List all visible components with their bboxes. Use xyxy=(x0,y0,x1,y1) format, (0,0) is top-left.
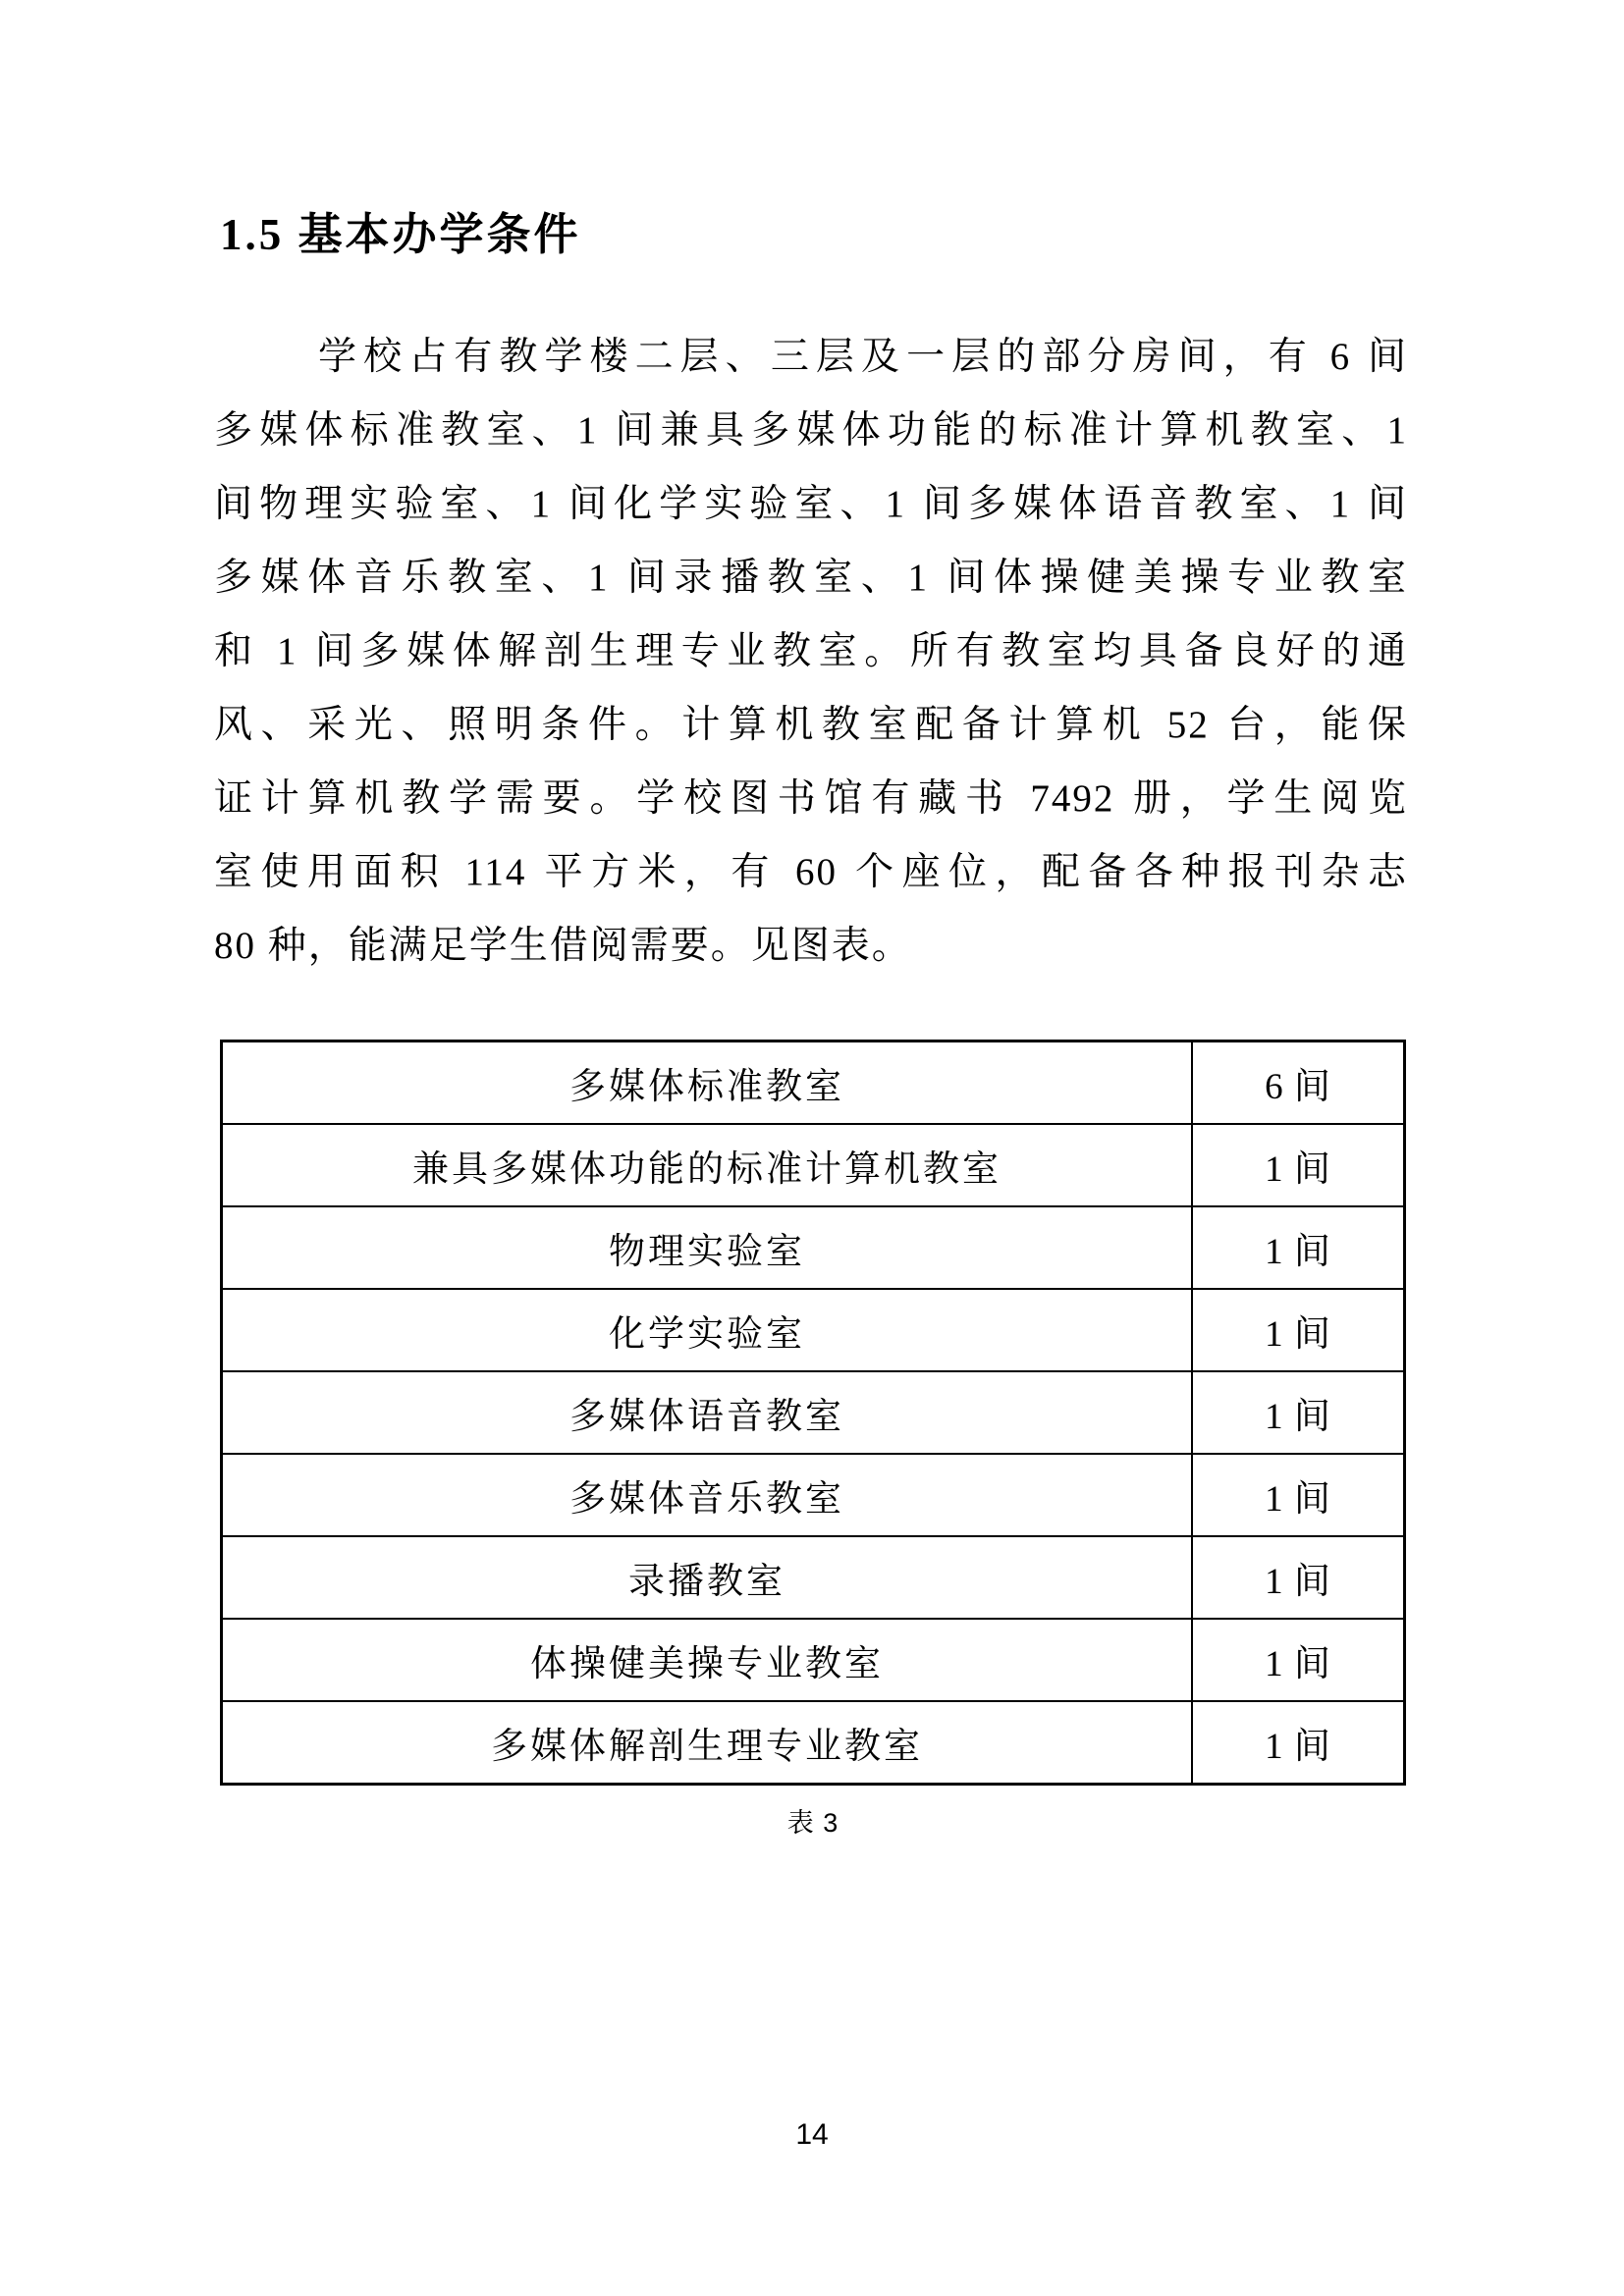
paragraph-line: 多媒体音乐教室、1 间录播教室、1 间体操健美操专业教室 xyxy=(214,557,1408,599)
table-caption: 表 3 xyxy=(786,1808,839,1838)
paragraph-line: 学校占有教学楼二层、三层及一层的部分房间，有 6 间 xyxy=(318,336,1408,378)
page-number: 14 xyxy=(795,2118,829,2151)
table-row xyxy=(222,1124,1405,1206)
facility-count-cell: 6 间 xyxy=(1192,1041,1405,1125)
section-heading: 1.5 基本办学条件 xyxy=(220,210,581,259)
paragraph-line: 风、采光、照明条件。计算机教室配备计算机 52 台，能保 xyxy=(214,704,1408,746)
facility-name-cell: 兼具多媒体功能的标准计算机教室 xyxy=(222,1124,1193,1206)
facility-name-cell: 多媒体语音教室 xyxy=(222,1371,1193,1454)
table-row xyxy=(222,1206,1405,1289)
facility-count-cell: 1 间 xyxy=(1192,1371,1405,1454)
facility-name-cell: 物理实验室 xyxy=(222,1206,1193,1289)
table-row xyxy=(222,1041,1405,1125)
facility-count-cell: 1 间 xyxy=(1192,1454,1405,1536)
facility-count-cell: 1 间 xyxy=(1192,1206,1405,1289)
facility-count-cell: 1 间 xyxy=(1192,1619,1405,1701)
paragraph-line: 间物理实验室、1 间化学实验室、1 间多媒体语音教室、1 间 xyxy=(214,483,1408,525)
facility-name-cell: 录播教室 xyxy=(222,1536,1193,1619)
paragraph-line: 和 1 间多媒体解剖生理专业教室。所有教室均具备良好的通 xyxy=(214,630,1408,672)
table-row xyxy=(222,1371,1405,1454)
body-paragraph xyxy=(214,320,1408,983)
facility-count-cell: 1 间 xyxy=(1192,1701,1405,1785)
table-row xyxy=(222,1289,1405,1371)
paragraph-line: 室使用面积 114 平方米，有 60 个座位，配备各种报刊杂志 xyxy=(214,851,1408,893)
paragraph-line: 80 种，能满足学生借阅需要。见图表。 xyxy=(214,925,912,967)
table-row xyxy=(222,1536,1405,1619)
table-row xyxy=(222,1701,1405,1785)
facility-count-cell: 1 间 xyxy=(1192,1124,1405,1206)
facility-name-cell: 化学实验室 xyxy=(222,1289,1193,1371)
facilities-table xyxy=(220,1040,1406,1786)
facility-name-cell: 多媒体标准教室 xyxy=(222,1041,1193,1125)
table-row xyxy=(222,1619,1405,1701)
facility-name-cell: 多媒体音乐教室 xyxy=(222,1454,1193,1536)
table-row xyxy=(222,1454,1405,1536)
paragraph-line: 多媒体标准教室、1 间兼具多媒体功能的标准计算机教室、1 xyxy=(214,409,1408,452)
facility-count-cell: 1 间 xyxy=(1192,1536,1405,1619)
paragraph-line: 证计算机教学需要。学校图书馆有藏书 7492 册，学生阅览 xyxy=(214,777,1408,820)
facility-name-cell: 体操健美操专业教室 xyxy=(222,1619,1193,1701)
facility-count-cell: 1 间 xyxy=(1192,1289,1405,1371)
facility-name-cell: 多媒体解剖生理专业教室 xyxy=(222,1701,1193,1785)
